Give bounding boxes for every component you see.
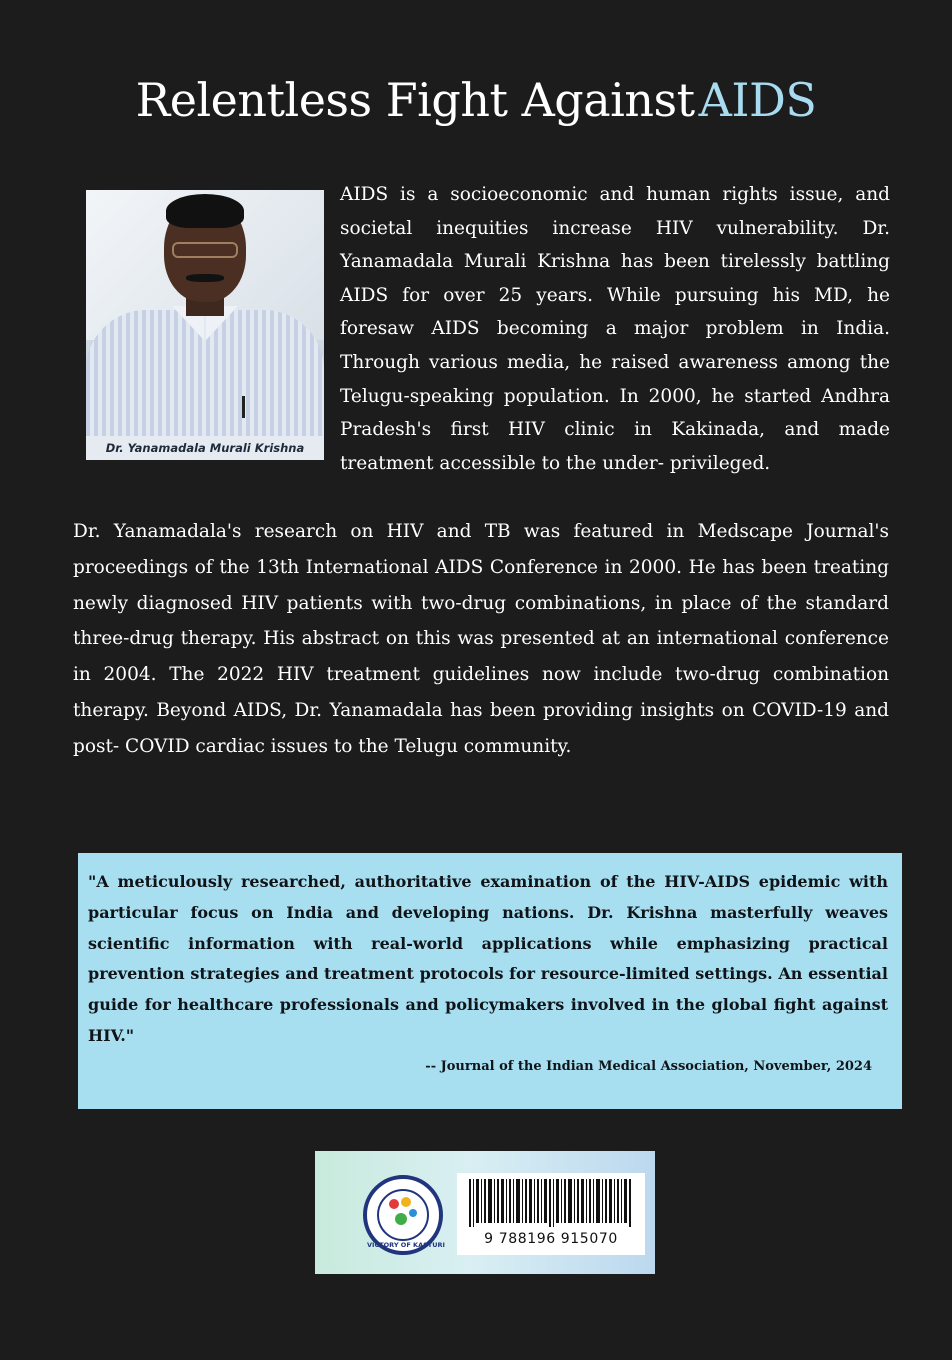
publisher-logo-icon bbox=[363, 1175, 443, 1255]
title-accent: AIDS bbox=[698, 73, 817, 127]
review-source: -- Journal of the Indian Medical Association, November, 2024 bbox=[425, 1059, 872, 1074]
intro-paragraph: AIDS is a socioeconomic and human rights issue, and societal inequities increase HIV vulnerability. Dr. Yanamadala Murali Krishna has been tirelessly battling AIDS for over 25 years. While pursuing his MD, he foresaw AIDS becoming a major problem in India. Through various media, he raised awareness among the Telugu-speaking population. In 2000, he started Andhra Pradesh's first HIV clinic in Kakinada, and made treatment accessible to the under- privileged. bbox=[340, 184, 890, 474]
barcode-bars-icon bbox=[469, 1179, 633, 1227]
title-main: Relentless Fight Against bbox=[135, 73, 695, 127]
research-paragraph: Dr. Yanamadala's research on HIV and TB was featured in Medscape Journal's proceedings of the 13th International AIDS Conference in 2000. He has been treating newly diagnosed HIV patients with two-drug combinations, in place of the standard three-drug therapy. His abstract on this was presented at an international conference in 2004. The 2022 HIV treatment guidelines now include two-drug combination therapy. Beyond AIDS, Dr. Yanamadala has been providing insights on COVID-19 and post- COVID cardiac issues to the Telugu community. bbox=[73, 521, 889, 757]
review-quote: "A meticulously researched, authoritative examination of the HIV-AIDS epidemic with particular focus on India and developing nations. Dr. Krishna masterfully weaves scientific information with real-world applications while emphasizing practical prevention strategies and treatment protocols for resource-limited settings. An essential guide for healthcare professionals and policymakers involved in the global fight against HIV." bbox=[88, 872, 888, 1045]
page-title bbox=[0, 72, 952, 128]
isbn-number: 9 788196 915070 bbox=[484, 1231, 618, 1247]
publisher-logo-text: VICTORY OF KASTURI bbox=[367, 1241, 445, 1249]
review-box bbox=[78, 853, 902, 1109]
photo-caption: Dr. Yanamadala Murali Krishna bbox=[86, 436, 324, 460]
author-photo bbox=[86, 190, 324, 460]
isbn-barcode bbox=[457, 1173, 645, 1255]
barcode-panel bbox=[315, 1151, 655, 1274]
